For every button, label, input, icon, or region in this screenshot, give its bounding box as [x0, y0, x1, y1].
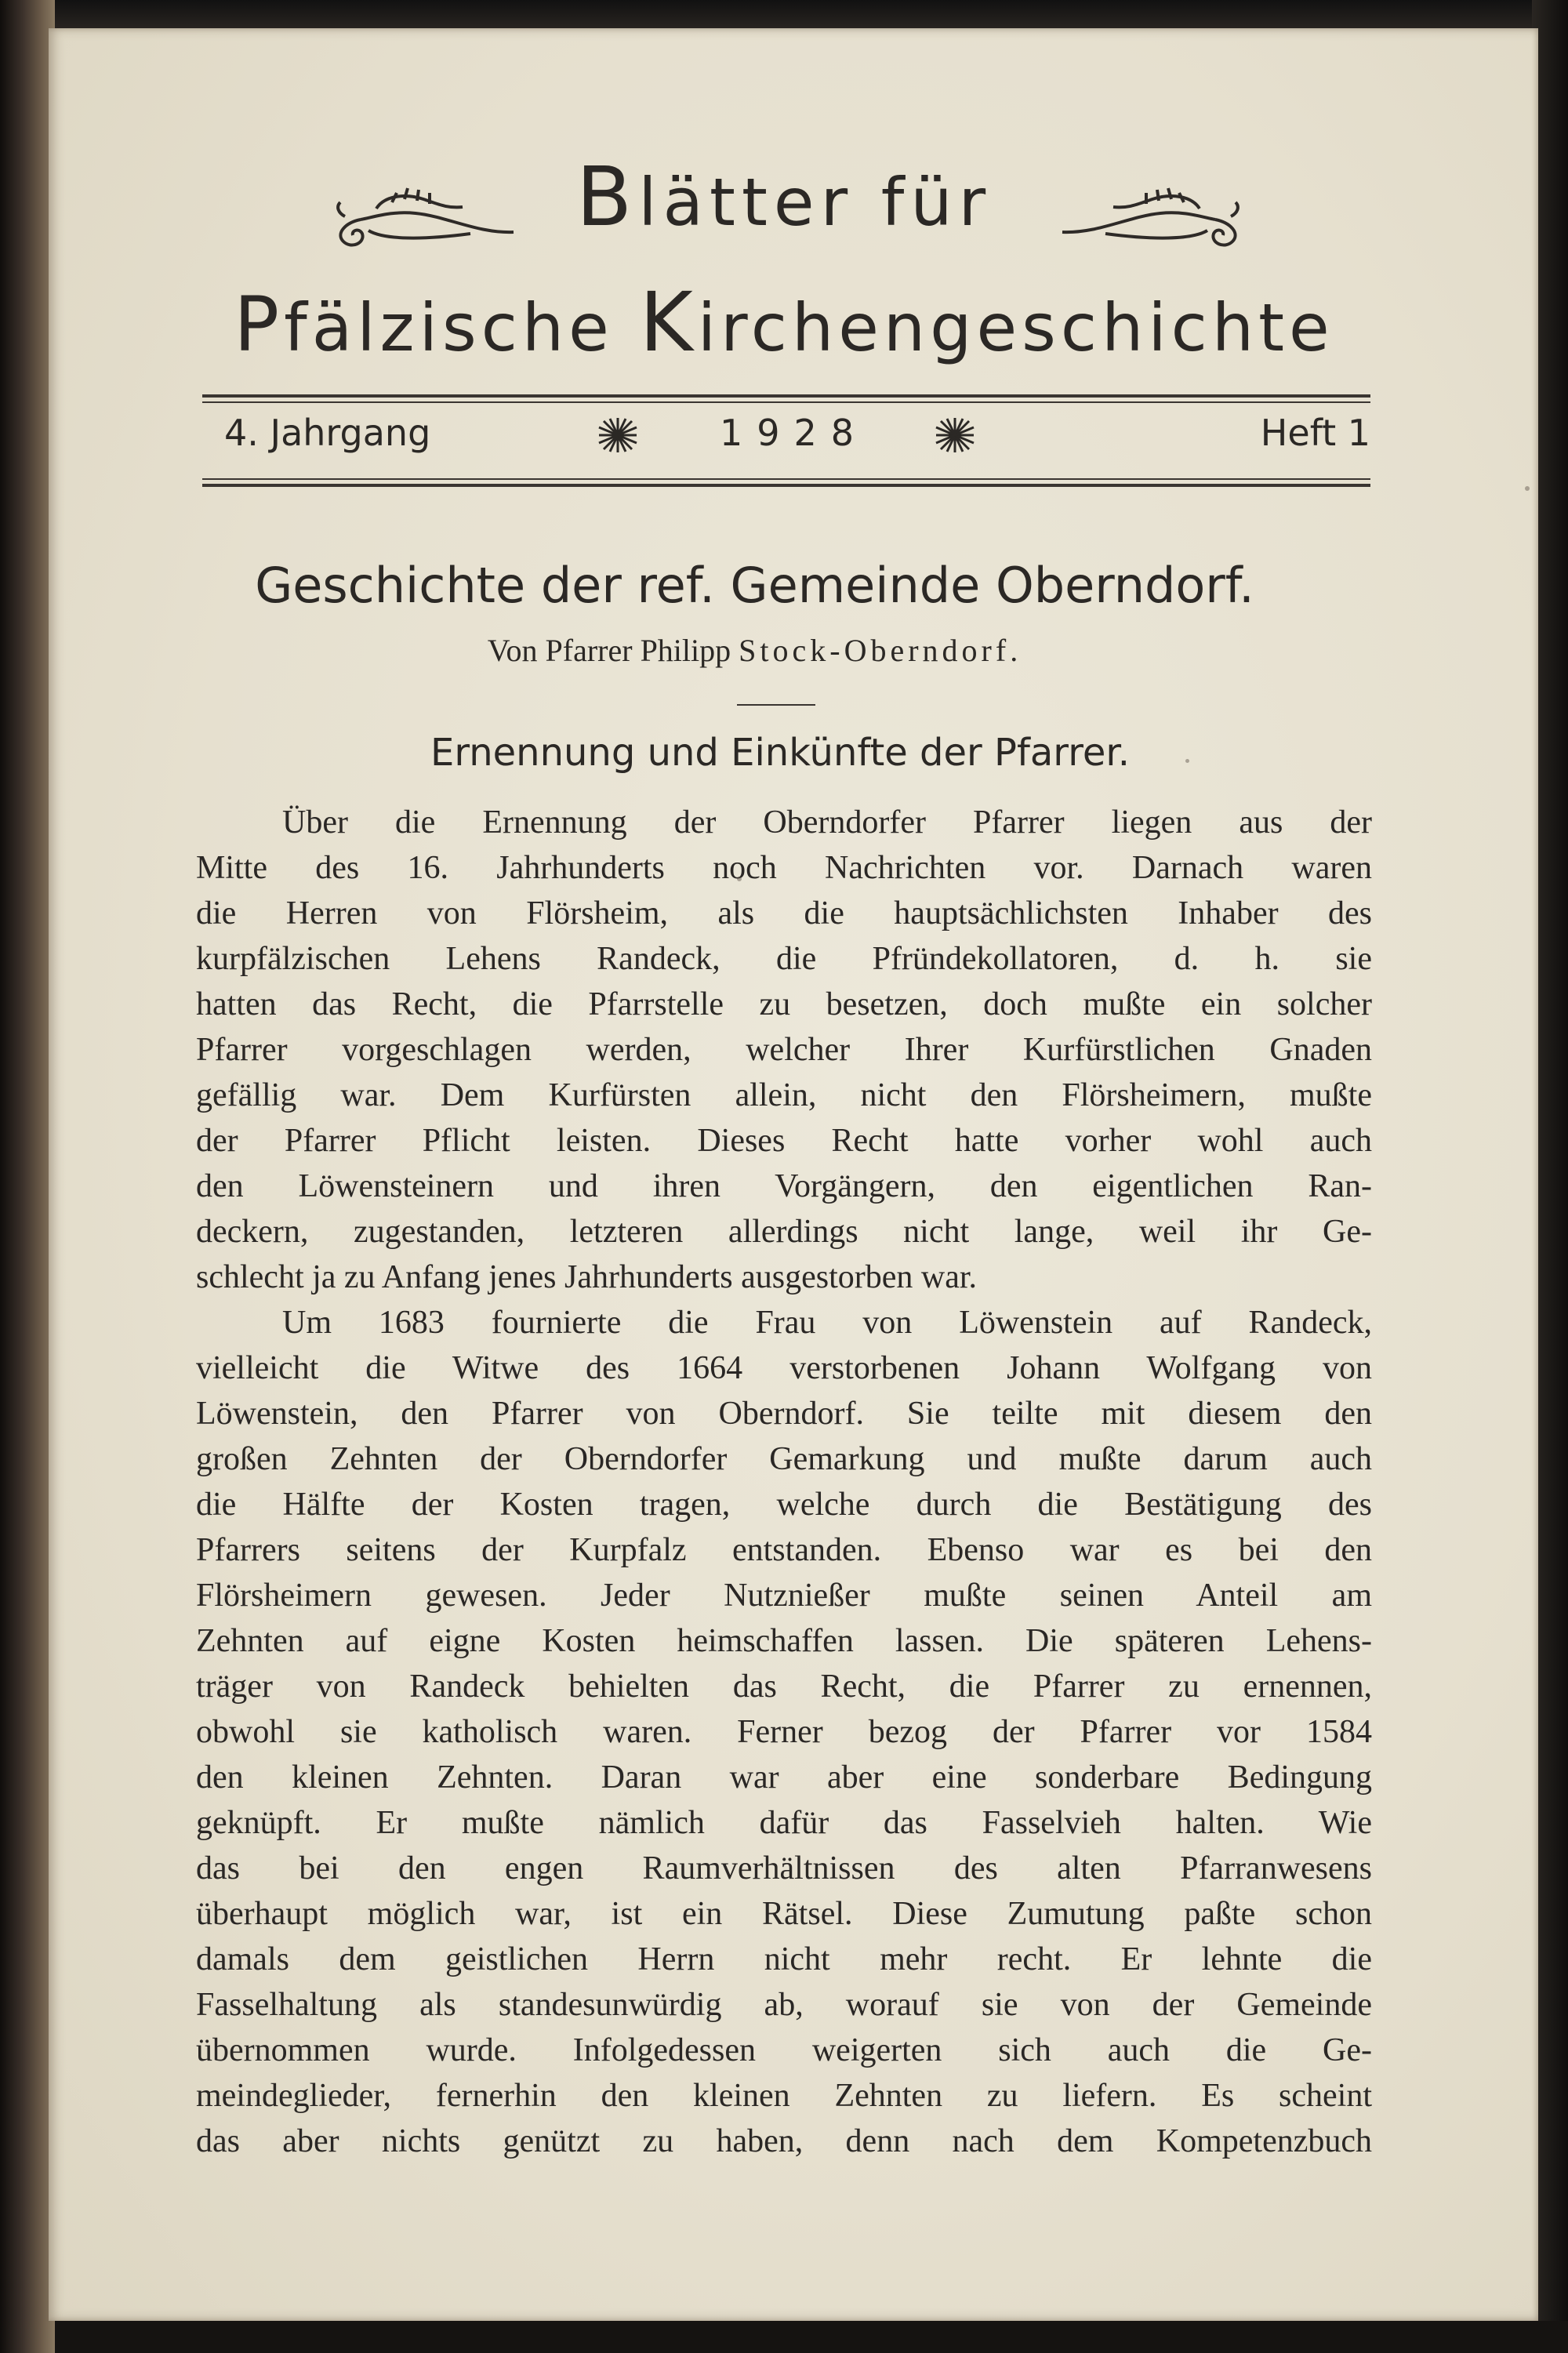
- masthead-rule-top-thin: [202, 401, 1370, 403]
- scan-top-edge: [0, 0, 1568, 31]
- title-initial: B: [575, 149, 639, 245]
- journal-subtitle: [0, 274, 1568, 370]
- text-line: Um 1683 fournierte die Frau von Löwenstein auf Randeck,: [282, 1305, 1372, 1341]
- text-line: das bei den engen Raumverhältnissen des alten Pfarranwesens: [196, 1850, 1372, 1886]
- text-line: Pfarrer vorgeschlagen werden, welcher Ihrer Kurfürstlichen Gnaden: [196, 1032, 1372, 1068]
- title-rest: lätter für: [638, 164, 993, 241]
- issue-number: Heft 1: [1260, 412, 1370, 454]
- text-line: Zehnten auf eigne Kosten heimschaffen lassen. Die späteren Lehens-: [196, 1623, 1372, 1659]
- text-line: den kleinen Zehnten. Daran war aber eine sonderbare Bedingung: [196, 1759, 1372, 1796]
- paper-speck: [1185, 759, 1189, 763]
- article-byline: [0, 632, 1509, 669]
- section-divider: [737, 704, 815, 706]
- article-body: [196, 800, 1372, 2164]
- text-line: meindeglieder, fernerhin den kleinen Zehnten zu liefern. Es scheint: [196, 2078, 1372, 2114]
- masthead-rule-bottom-thick: [202, 484, 1370, 487]
- text-line: Mitte des 16. Jahrhunderts noch Nachrichten vor. Darnach waren: [196, 850, 1372, 886]
- text-line: träger von Randeck behielten das Recht, die Pfarrer zu ernennen,: [196, 1669, 1372, 1705]
- issue-info: [202, 412, 1370, 459]
- asterisk-ornament-icon: [594, 416, 641, 454]
- text-line: deckern, zugestanden, letzteren allerdings nicht lange, weil ihr Ge-: [196, 1214, 1372, 1250]
- byline-author: Stock-Oberndorf.: [739, 633, 1022, 668]
- scan-bottom-edge: [0, 2321, 1568, 2353]
- section-title: Ernennung und Einkünfte der Pfarrer.: [430, 731, 1130, 775]
- text-line: geknüpft. Er mußte nämlich dafür das Fasselvieh halten. Wie: [196, 1805, 1372, 1841]
- subtitle-part2: irchengeschichte: [697, 289, 1334, 366]
- byline-prefix: Von Pfarrer Philipp: [487, 633, 739, 668]
- text-line: vielleicht die Witwe des 1664 verstorbenen Johann Wolfgang von: [196, 1350, 1372, 1386]
- subtitle-initial-k: K: [639, 274, 698, 370]
- text-line: Löwenstein, den Pfarrer von Oberndorf. Sie teilte mit diesem den: [196, 1396, 1372, 1432]
- paper-speck: [737, 877, 742, 881]
- journal-title: [0, 149, 1568, 245]
- text-line: damals dem geistlichen Herrn nicht mehr recht. Er lehnte die: [196, 1941, 1372, 1977]
- text-line: den Löwensteinern und ihren Vorgängern, den eigentlichen Ran-: [196, 1168, 1372, 1204]
- volume-label: 4. Jahrgang: [224, 412, 431, 454]
- text-line: gefällig war. Dem Kurfürsten allein, nicht den Flörsheimern, mußte: [196, 1077, 1372, 1113]
- article-title: Geschichte der ref. Gemeinde Oberndorf.: [255, 557, 1254, 614]
- text-line: Pfarrers seitens der Kurpfalz entstanden. Ebenso war es bei den: [196, 1532, 1372, 1568]
- text-line: der Pfarrer Pflicht leisten. Dieses Recht hatte vorher wohl auch: [196, 1123, 1372, 1159]
- masthead-rule-bottom-thin: [202, 478, 1370, 480]
- text-line: das aber nichts genützt zu haben, denn nach dem Kompetenzbuch: [196, 2123, 1372, 2159]
- paper-speck: [1525, 486, 1530, 491]
- asterisk-ornament-icon: [931, 416, 978, 454]
- text-line: obwohl sie katholisch waren. Ferner bezog der Pfarrer vor 1584: [196, 1714, 1372, 1750]
- text-line: die Herren von Flörsheim, als die hauptsächlichsten Inhaber des: [196, 895, 1372, 931]
- subtitle-initial-p: P: [234, 281, 285, 369]
- text-line: Flörsheimern gewesen. Jeder Nutznießer mußte seinen Anteil am: [196, 1578, 1372, 1614]
- text-line: schlecht ja zu Anfang jenes Jahrhunderts ausgestorben war.: [196, 1259, 978, 1295]
- text-line: die Hälfte der Kosten tragen, welche durch die Bestätigung des: [196, 1487, 1372, 1523]
- text-line: übernommen wurde. Infolgedessen weigerten sich auch die Ge-: [196, 2032, 1372, 2068]
- text-line: Über die Ernennung der Oberndorfer Pfarrer liegen aus der: [282, 804, 1372, 841]
- subtitle-part1: fälzische: [284, 289, 640, 366]
- text-line: großen Zehnten der Oberndorfer Gemarkung und mußte darum auch: [196, 1441, 1372, 1477]
- text-line: kurpfälzischen Lehens Randeck, die Pfründekollatoren, d. h. sie: [196, 941, 1372, 977]
- issue-year: 1928: [720, 412, 869, 454]
- right-ornament-icon: [1058, 185, 1247, 256]
- text-line: überhaupt möglich war, ist ein Rätsel. Diese Zumutung paßte schon: [196, 1896, 1372, 1932]
- text-line: Fasselhaltung als standesunwürdig ab, worauf sie von der Gemeinde: [196, 1987, 1372, 2023]
- masthead-rule-top-thick: [202, 394, 1370, 398]
- text-line: hatten das Recht, die Pfarrstelle zu besetzen, doch mußte ein solcher: [196, 986, 1372, 1022]
